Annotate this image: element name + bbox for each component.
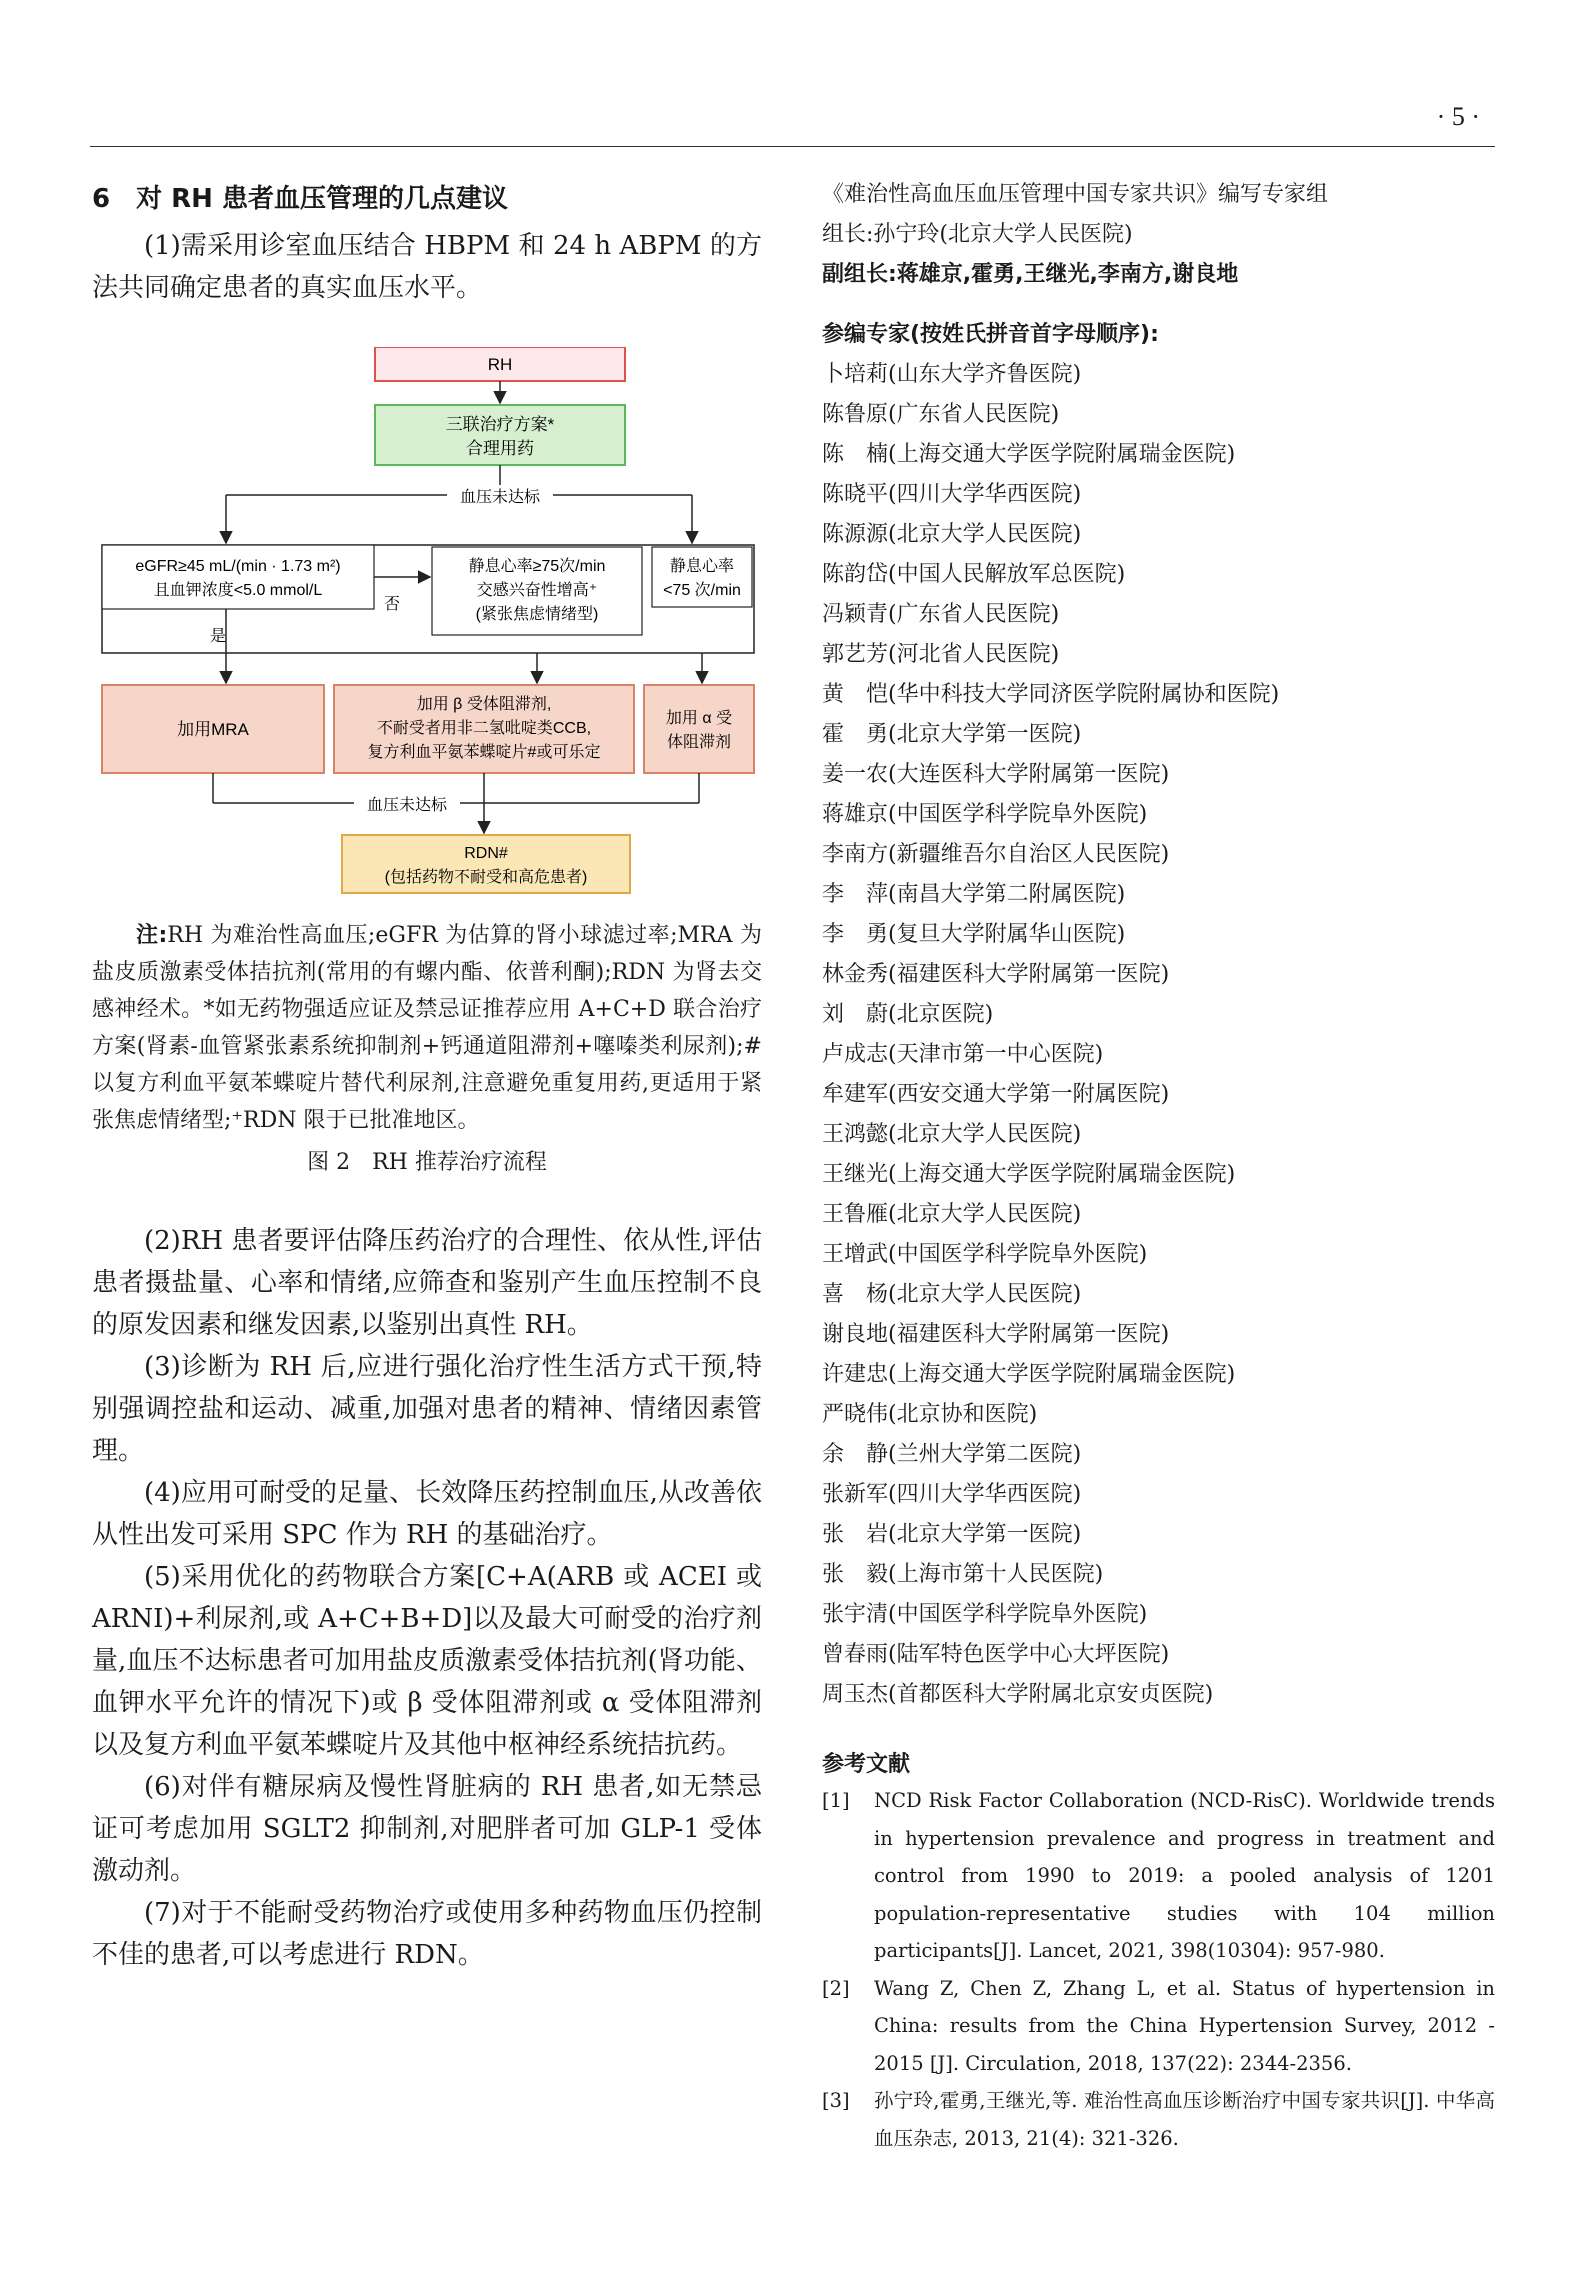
reference-item xyxy=(822,1970,1495,2083)
reference-text: NCD Risk Factor Collaboration (NCD-RisC). Worldwide trends in hypertension prevalence and progress in treatment and control from 1990 to 2019: a pooled analysis of 1201 population-representative studies with 104 million participants[J]. Lancet, 2021, 398(10304): 957-980. xyxy=(874,1789,1495,1962)
svg-text:不耐受者用非二氢吡啶类CCB,: 不耐受者用非二氢吡啶类CCB, xyxy=(376,720,592,737)
expert-item: 蒋雄京(中国医学科学院阜外医院) xyxy=(822,802,1148,827)
paragraph-6: (6)对伴有糖尿病及慢性肾脏病的 RH 患者,如无禁忌证可考虑加用 SGLT2 抑制剂,对肥胖者可加 GLP-1 受体激动剂。 xyxy=(92,1772,762,1886)
svg-text:且血钾浓度<5.0 mmol/L: 且血钾浓度<5.0 mmol/L xyxy=(153,582,323,599)
expert-item: 姜一农(大连医科大学附属第一医院) xyxy=(822,762,1170,787)
paragraph-1: (1)需采用诊室血压结合 HBPM 和 24 h ABPM 的方法共同确定患者的真实血压水平。 xyxy=(92,231,762,303)
figure-caption: 图 2 RH 推荐治疗流程 xyxy=(307,1150,547,1175)
expert-item: 许建忠(上海交通大学医学院附属瑞金医院) xyxy=(822,1362,1236,1387)
experts-list xyxy=(822,355,1495,1715)
expert-item: 李南方(新疆维吾尔自治区人民医院) xyxy=(822,842,1170,867)
figure-note xyxy=(92,917,762,1139)
svg-text:加用 α 受: 加用 α 受 xyxy=(665,710,733,727)
expert-item: 喜 杨(北京大学人民医院) xyxy=(822,1282,1082,1307)
expert-item: 张新军(四川大学华西医院) xyxy=(822,1482,1082,1507)
svg-text:复方利血平氨苯蝶啶片#或可乐定: 复方利血平氨苯蝶啶片#或可乐定 xyxy=(367,744,601,761)
label-bp-not-met-1: 血压未达标 xyxy=(459,489,541,506)
expert-item: 刘 蔚(北京医院) xyxy=(822,1002,994,1027)
paragraph-5: (5)采用优化的药物联合方案[C+A(ARB 或 ACEI 或 ARNI)+利尿剂,或 A+C+B+D]以及最大可耐受的治疗剂量,血压不达标患者可加用盐皮质激素受体拮抗剂(肾功能、血钾水平允许的情况下)或 β 受体阻滞剂或 α 受体阻滞剂以及复方利血平氨苯蝶啶片及其他中枢神经系统拮抗药。 xyxy=(92,1562,762,1760)
svg-text:加用MRA: 加用MRA xyxy=(177,720,249,739)
expert-item: 周玉杰(首都医科大学附属北京安贞医院) xyxy=(822,1682,1214,1707)
references-title: 参考文献 xyxy=(822,1752,911,1777)
expert-item: 张宇清(中国医学科学院阜外医院) xyxy=(822,1602,1148,1627)
expert-item: 陈韵岱(中国人民解放军总医院) xyxy=(822,562,1126,587)
svg-text:(紧张焦虑情绪型): (紧张焦虑情绪型) xyxy=(475,606,599,623)
expert-item: 卢成志(天津市第一中心医院) xyxy=(822,1042,1104,1067)
reference-text: Wang Z, Chen Z, Zhang L, et al. Status of hypertension in China: results from the China Hypertension Survey, 2012 - 2015 [J]. Circulation, 2018, 137(22): 2344-2356. xyxy=(874,1976,1495,2075)
flowchart-figure xyxy=(92,347,762,907)
expert-item: 王继光(上海交通大学医学院附属瑞金医院) xyxy=(822,1162,1236,1187)
reference-number: [2] xyxy=(822,1976,850,2000)
expert-item: 王鸿懿(北京大学人民医院) xyxy=(822,1122,1082,1147)
paragraph-7: (7)对于不能耐受药物治疗或使用多种药物血压仍控制不佳的患者,可以考虑进行 RDN。 xyxy=(92,1898,762,1970)
expert-item: 霍 勇(北京大学第一医院) xyxy=(822,722,1082,747)
reference-number: [3] xyxy=(822,2089,850,2112)
svg-text:(包括药物不耐受和高危患者): (包括药物不耐受和高危患者) xyxy=(384,869,588,886)
expert-item: 牟建军(西安交通大学第一附属医院) xyxy=(822,1082,1170,1107)
section-title: 6 对 RH 患者血压管理的几点建议 xyxy=(92,184,508,214)
svg-text:合理用药: 合理用药 xyxy=(466,439,534,458)
expert-item: 冯颖青(广东省人民医院) xyxy=(822,602,1060,627)
right-column xyxy=(822,175,1495,2157)
svg-text:交感兴奋性增高⁺: 交感兴奋性增高⁺ xyxy=(476,582,598,599)
svg-text:加用 β 受体阻滞剂,: 加用 β 受体阻滞剂, xyxy=(416,696,552,713)
svg-text:静息心率: 静息心率 xyxy=(669,558,735,575)
reference-text: 孙宁玲,霍勇,王继光,等. 难治性高血压诊断治疗中国专家共识[J]. 中华高血压杂志, 2013, 21(4): 321-326. xyxy=(874,2089,1495,2150)
expert-item: 谢良地(福建医科大学附属第一医院) xyxy=(822,1322,1170,1347)
references-list xyxy=(822,1782,1495,2157)
node-egfr xyxy=(102,545,374,609)
group-leader: 组长:孙宁玲(北京大学人民医院) xyxy=(822,222,1133,247)
svg-text:静息心率≥75次/min: 静息心率≥75次/min xyxy=(468,558,606,575)
figure-note-text: RH 为难治性高血压;eGFR 为估算的肾小球滤过率;MRA 为盐皮质激素受体拮抗剂(常用的有螺内酯、依普利酮);RDN 为肾去交感神经术。*如无药物强适应证及禁忌证推荐应用 A+C+D 联合治疗方案(肾素-血管紧张素系统抑制剂+钙通道阻滞剂+噻嗪类利尿剂);#以复方利血平氨苯蝶啶片替代利尿剂,注意避免重复用药,更适用于紧张焦虑情绪型;⁺RDN 限于已批准地区。 xyxy=(92,923,762,1133)
page-number: · 5 · xyxy=(1436,102,1480,131)
label-yes: 是 xyxy=(209,628,227,645)
expert-item: 张 岩(北京大学第一医院) xyxy=(822,1522,1082,1547)
expert-item: 李 萍(南昌大学第二附属医院) xyxy=(822,882,1126,907)
expert-item: 陈鲁原(广东省人民医院) xyxy=(822,402,1060,427)
node-rh-label: RH xyxy=(487,355,513,374)
header-rule xyxy=(90,146,1495,147)
paragraph-3: (3)诊断为 RH 后,应进行强化治疗性生活方式干预,特别强调控盐和运动、减重,加强对患者的精神、情绪因素管理。 xyxy=(92,1352,762,1466)
paragraph-2: (2)RH 患者要评估降压药治疗的合理性、依从性,评估患者摄盐量、心率和情绪,应筛查和鉴别产生血压控制不良的原发因素和继发因素,以鉴别出真性 RH。 xyxy=(92,1226,762,1340)
reference-item xyxy=(822,1782,1495,1970)
left-column xyxy=(92,178,762,1976)
experts-title: 参编专家(按姓氏拼音首字母顺序): xyxy=(822,322,1159,347)
expert-item: 余 静(兰州大学第二医院) xyxy=(822,1442,1082,1467)
expert-item: 陈晓平(四川大学华西医院) xyxy=(822,482,1082,507)
expert-item: 林金秀(福建医科大学附属第一医院) xyxy=(822,962,1170,987)
svg-text:体阻滞剂: 体阻滞剂 xyxy=(666,734,732,751)
svg-text:RDN#: RDN# xyxy=(464,845,508,862)
node-alpha-blocker xyxy=(644,685,754,773)
expert-item: 陈 楠(上海交通大学医学院附属瑞金医院) xyxy=(822,442,1236,467)
svg-text:<75 次/min: <75 次/min xyxy=(663,582,741,599)
vice-leaders: 副组长:蒋雄京,霍勇,王继光,李南方,谢良地 xyxy=(822,262,1239,287)
reference-number: [1] xyxy=(822,1789,850,1812)
expert-item: 陈源源(北京大学人民医院) xyxy=(822,522,1082,547)
expert-item: 黄 恺(华中科技大学同济医学院附属协和医院) xyxy=(822,682,1280,707)
expert-item: 严晓伟(北京协和医院) xyxy=(822,1402,1038,1427)
reference-item xyxy=(822,2082,1495,2157)
label-bp-not-met-2: 血压未达标 xyxy=(366,797,448,814)
expert-item: 郭艺芳(河北省人民医院) xyxy=(822,642,1060,667)
svg-text:三联治疗方案*: 三联治疗方案* xyxy=(445,415,555,434)
expert-item: 卜培莉(山东大学齐鲁医院) xyxy=(822,362,1082,387)
flowchart-svg xyxy=(92,347,762,907)
label-no: 否 xyxy=(383,596,401,613)
expert-item: 曾春雨(陆军特色医学中心大坪医院) xyxy=(822,1642,1170,1667)
expert-item: 王增武(中国医学科学院阜外医院) xyxy=(822,1242,1148,1267)
expert-group-title: 《难治性高血压血压管理中国专家共识》编写专家组 xyxy=(822,182,1329,207)
figure-note-label: 注: xyxy=(136,923,168,948)
expert-item: 李 勇(复旦大学附属华山医院) xyxy=(822,922,1126,947)
expert-item: 张 毅(上海市第十人民医院) xyxy=(822,1562,1104,1587)
svg-text:eGFR≥45 mL/(min · 1.73 m²): eGFR≥45 mL/(min · 1.73 m²) xyxy=(135,558,341,575)
expert-item: 王鲁雁(北京大学人民医院) xyxy=(822,1202,1082,1227)
paragraph-4: (4)应用可耐受的足量、长效降压药控制血压,从改善依从性出发可采用 SPC 作为 RH 的基础治疗。 xyxy=(92,1478,762,1550)
